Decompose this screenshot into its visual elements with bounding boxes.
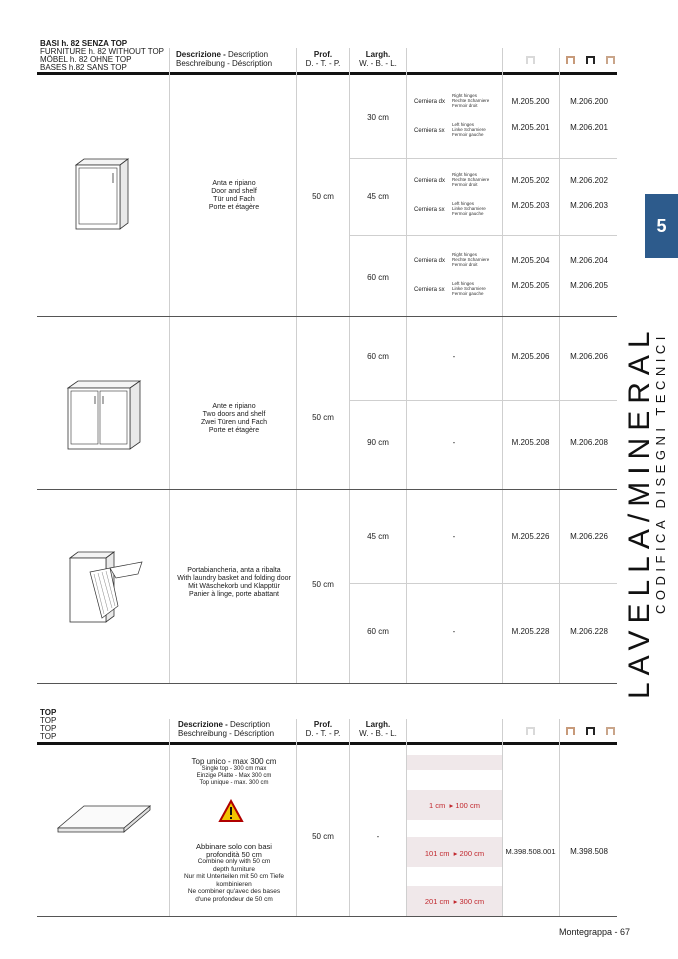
hinge-sub: Left hinges Linke Scharniere Fermoir gauche [452,201,486,216]
top-header-depth: Prof. D. - T. - P. [305,720,341,738]
product-2-description: Ante e ripiano Two doors and shelf Zwei Türen und Fach Porte et étagère [200,403,267,434]
width-cell: 30 cm [367,113,389,122]
header-depth-line2: D. - T. - P. [305,59,341,68]
top-category-de: TOP [40,724,57,733]
category-title-it: BASI h. 82 SENZA TOP [40,39,128,48]
width-cell: 45 cm [367,532,389,541]
product-code: M.206.226 [570,532,608,541]
base-cabinet-two-doors-icon [64,378,144,452]
header-width-line2: W. - B. - L. [359,59,397,68]
product-code: M.205.228 [511,627,550,636]
top-product-code-2: M.398.508 [570,847,608,856]
length-range-1: 1 cm ▸ 100 cm [429,801,480,810]
subtitle-vertical: CODIFICA DISEGNI TECNICI [653,332,668,614]
product-code: M.205.200 [511,97,550,106]
top-category-en: TOP [40,716,57,725]
product-1-depth: 50 cm [312,192,334,201]
hinge-note: - [452,438,456,447]
product-code: M.205.206 [511,352,550,361]
product-3-depth: 50 cm [312,580,334,589]
product-code: M.205.201 [511,123,550,132]
product-code: M.205.204 [511,256,550,265]
product-code: M.206.208 [570,438,608,447]
laundry-basket-cabinet-icon [66,548,146,626]
top-width: - [376,832,380,841]
product-code: M.206.203 [570,201,608,210]
finish-swatch-dark-icon [586,56,595,64]
hinge-sub: Right hinges Rechte Scharniere Fermoir droit [452,172,490,187]
product-code: M.206.201 [570,123,608,132]
header-depth [296,50,350,68]
product-code: M.206.228 [570,627,608,636]
category-title-en: FURNITURE h. 82 WITHOUT TOP [40,47,165,56]
hinge-sub: Right hinges Rechte Scharniere Fermoir droit [452,252,490,267]
category-title-de: MÖBEL h. 82 OHNE TOP [40,55,132,64]
product-code: M.206.202 [570,176,608,185]
top-description-main: Top unico - max 300 cm Single top - 300 cm max Einzige Platte - Max 300 cm Top unique - max. 300 cm [191,757,277,786]
header-description [172,50,300,68]
product-1-description: Anta e ripiano Door and shelf Tür und Fach Porte et étagère [208,180,260,211]
hinge-label: Cerniera dx [414,178,446,184]
top-header-width: Largh. W. - B. - L. [359,720,397,738]
product-code: M.206.205 [570,281,608,290]
hinge-sub: Left hinges Linke Scharniere Fermoir gauche [452,122,486,137]
finish-swatch-copper-icon [566,56,575,64]
hinge-note: - [452,352,456,361]
category-title-block [40,40,164,72]
product-code: M.206.200 [570,97,608,106]
width-cell: 60 cm [367,352,389,361]
hinge-note: - [452,627,456,636]
worktop-icon [56,798,152,838]
product-code: M.206.204 [570,256,608,265]
hinge-label: Cerniera sx [414,207,445,213]
finish-swatch-copper-icon [566,727,575,735]
chapter-tab [645,194,678,258]
header-rule [37,72,617,75]
product-code: M.205.203 [511,201,550,210]
finish-swatch-light-icon [526,56,535,64]
length-range-3: 201 cm ▸ 300 cm [424,897,485,906]
product-2-depth: 50 cm [312,413,334,422]
header-description-line2: Beschreibung - Déscription [176,59,273,68]
hinge-sub: Left hinges Linke Scharniere Fermoir gauche [452,281,486,296]
top-product-code-1: M.398.508.001 [505,847,556,856]
top-category-fr: TOP [40,732,57,741]
hinge-label: Cerniera sx [414,287,445,293]
finish-swatch-tan-icon [606,56,615,64]
header-description-en: Description [228,50,269,59]
product-code: M.205.202 [511,176,550,185]
top-header-description: Descrizione - Description Beschreibung - Déscription [178,720,275,738]
header-width-bold: Largh. [365,50,391,59]
length-range-2: 101 cm ▸ 200 cm [424,849,485,858]
product-code: M.205.208 [511,438,550,447]
base-cabinet-single-door-icon [72,155,134,233]
category-title-fr: BASES h.82 SANS TOP [40,63,127,72]
finish-swatch-dark-icon [586,727,595,735]
hinge-label: Cerniera sx [414,128,445,134]
finish-swatch-light-icon [526,727,535,735]
header-description-bold: Descrizione - [176,50,229,59]
page-footer: Montegrappa - 67 [558,927,630,937]
header-width [350,50,406,68]
hinge-note: - [452,532,456,541]
brand-vertical: LAVELLA/MINERAL [623,324,656,699]
chapter-number: 5 [656,216,667,236]
width-cell: 60 cm [367,273,389,282]
hinge-label: Cerniera dx [414,99,446,105]
top-category-it: TOP [40,708,57,717]
hinge-sub: Right hinges Rechte Scharniere Fermoir droit [452,93,490,108]
hinge-label: Cerniera dx [414,258,446,264]
product-3-description: Portabiancheria, anta a ribalta With laundry basket and folding door Mit Wäschekorb und Klapptür Panier à linge, porte abattant [177,567,291,598]
top-depth: 50 cm [312,832,334,841]
width-cell: 90 cm [367,438,389,447]
width-cell: 45 cm [367,192,389,201]
product-code: M.205.226 [511,532,550,541]
finish-swatch-tan-icon [606,727,615,735]
product-code: M.205.205 [511,281,550,290]
warning-icon [218,799,244,823]
product-code: M.206.206 [570,352,608,361]
header-depth-bold: Prof. [313,50,333,59]
top-description-note: Abbinare solo con basi profondità 50 cm Combine only with 50 cm depth furniture Nur mit Unterteilen mit 50 cm Tiefe kombinieren Ne combiner qu'avec des bases d'une profondeur de 50 cm [183,842,285,903]
width-cell: 60 cm [367,627,389,636]
top-header-rule [37,742,617,745]
top-category-block [40,709,56,741]
